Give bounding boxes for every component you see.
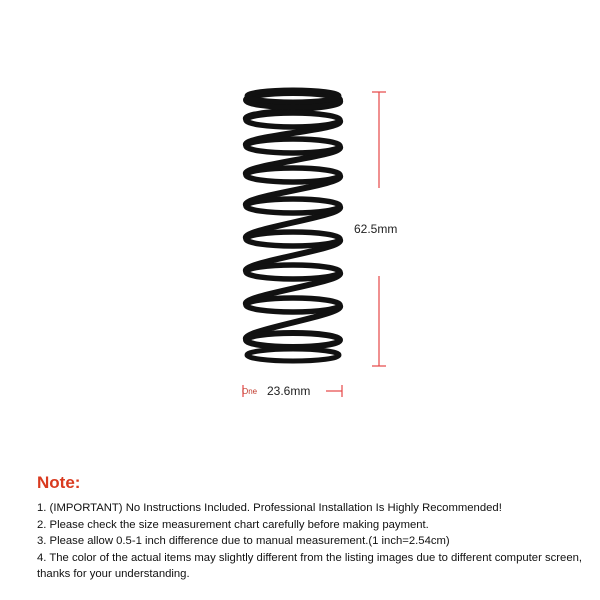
width-dimension-label: 23.6mm: [267, 384, 311, 398]
spring-coil: [246, 168, 340, 182]
note-item-4: 4. The color of the actual items may slightly different from the listing images due to different computer screen, thanks for your understanding.: [37, 551, 583, 580]
width-dimension-prefix: One: [242, 387, 258, 396]
note-title: Note:: [37, 473, 81, 492]
spring-coil: [246, 232, 340, 246]
spring-coils: [246, 90, 340, 361]
spring-bottom-end: [247, 349, 339, 361]
spring-coil: [246, 333, 340, 347]
spring-coil: [246, 298, 340, 312]
spring-coil: [246, 199, 340, 213]
spring-coil: [246, 265, 340, 279]
spring-coil: [246, 113, 340, 127]
height-dimension-label: 62.5mm: [354, 222, 398, 236]
spring-coil: [246, 139, 340, 153]
notes-list: [37, 500, 592, 583]
note-item-1: 1. (IMPORTANT) No Instructions Included. Professional Installation Is Highly Recommended!: [37, 502, 502, 514]
note-item-2: 2. Please check the size measurement chart carefully before making payment.: [37, 518, 429, 531]
note-item-3: 3. Please allow 0.5-1 inch difference due to manual measurement.(1 inch=2.54cm): [37, 535, 450, 547]
